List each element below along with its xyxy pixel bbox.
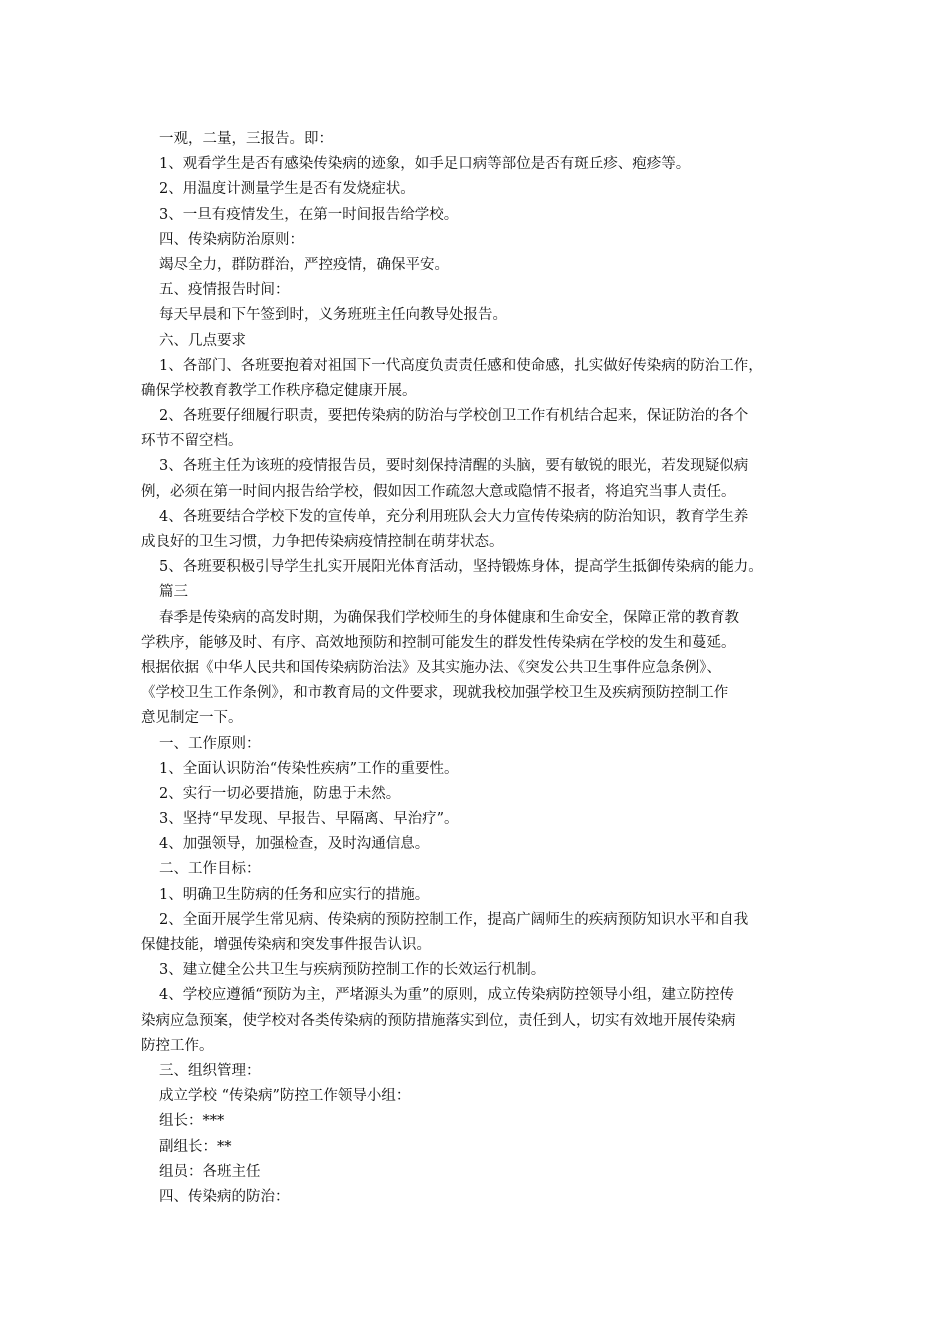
text-line: 确保学校教育教学工作秩序稳定健康开展。 bbox=[141, 382, 417, 399]
text-line: 意见制定一下。 bbox=[141, 710, 243, 727]
text-line: 4、学校应遵循“预防为主，严堵源头为重”的原则，成立传染病防控领导小组，建立防控传 bbox=[159, 987, 735, 1004]
text-line: 5、各班要积极引导学生扎实开展阳光体育活动，坚持锻炼身体，提高学生抵御传染病的能力。 bbox=[159, 559, 763, 576]
section-heading: 三、组织管理： bbox=[159, 1062, 261, 1079]
text-line: 例，必须在第一时间内报告给学校，假如因工作疏忽大意或隐情不报者，将追究当事人责任。 bbox=[141, 483, 736, 500]
text-line: 根据依据《中华人民共和国传染病防治法》及其实施办法、《突发公共卫生事件应急条例》、 bbox=[141, 659, 721, 676]
section-heading: 六、几点要求 bbox=[159, 332, 246, 349]
text-line: 防控工作。 bbox=[141, 1037, 214, 1054]
text-line: 1、全面认识防治“传染性疾病”工作的重要性。 bbox=[159, 760, 459, 777]
section-heading: 五、疫情报告时间： bbox=[159, 282, 290, 299]
text-line: 2、各班要仔细履行职责，要把传染病的防治与学校创卫工作有机结合起来，保证防治的各个 bbox=[159, 408, 749, 425]
text-line: 保健技能，增强传染病和突发事件报告认识。 bbox=[141, 937, 431, 953]
text-line: 2、实行一切必要措施，防患于未然。 bbox=[159, 785, 401, 802]
text-line: 1、各部门、各班要抱着对祖国下一代高度负责责任感和使命感，扎实做好传染病的防治工作， bbox=[159, 357, 763, 374]
text-line: 4、加强领导，加强检查，及时沟通信息。 bbox=[159, 836, 430, 853]
text-line: 春季是传染病的高发时期，为确保我们学校师生的身体健康和生命安全，保障正常的教育教 bbox=[159, 609, 739, 626]
text-line: 3、建立健全公共卫生与疾病预防控制工作的长效运行机制。 bbox=[159, 962, 546, 979]
text-line: 成良好的卫生习惯，力争把传染病疫情控制在萌芽状态。 bbox=[141, 534, 504, 550]
text-line: 《学校卫生工作条例》，和市教育局的文件要求，现就我校加强学校卫生及疾病预防控制工作 bbox=[141, 685, 729, 702]
section-heading: 四、传染病防治原则： bbox=[159, 231, 304, 248]
text-line: 竭尽全力，群防群治，严控疫情，确保平安。 bbox=[159, 256, 449, 273]
text-line: 组员：各班主任 bbox=[159, 1163, 261, 1180]
text-line: 2、全面开展学生常见病、传染病的预防控制工作，提高广阔师生的疾病预防知识水平和自我 bbox=[159, 911, 749, 928]
text-line: 3、各班主任为该班的疫情报告员，要时刻保持清醒的头脑，要有敏锐的眼光，若发现疑似病 bbox=[159, 458, 749, 475]
text-line: 组长：*** bbox=[159, 1113, 225, 1130]
text-line: 副组长：** bbox=[159, 1138, 232, 1155]
text-line: 1、明确卫生防病的任务和应实行的措施。 bbox=[159, 886, 430, 903]
text-line: 一观，二量，三报告。即： bbox=[159, 131, 333, 147]
text-line: 2、用温度计测量学生是否有发烧症状。 bbox=[159, 181, 415, 198]
text-line: 成立学校 “传染病”防控工作领导小组： bbox=[159, 1088, 411, 1105]
text-line: 4、各班要结合学校下发的宣传单，充分利用班队会大力宣传传染病的防治知识，教育学生养 bbox=[159, 508, 749, 525]
text-line: 3、一旦有疫情发生，在第一时间报告给学校。 bbox=[159, 206, 459, 223]
text-line: 3、坚持“早发现、早报告、早隔离、早治疗”。 bbox=[159, 811, 459, 828]
section-heading: 篇三 bbox=[159, 584, 188, 601]
text-line: 每天早晨和下午签到时，义务班班主任向教导处报告。 bbox=[159, 307, 507, 324]
text-line: 染病应急预案，使学校对各类传染病的预防措施落实到位，责任到人，切实有效地开展传染病 bbox=[141, 1012, 736, 1029]
text-line: 学秩序，能够及时、有序、高效地预防和控制可能发生的群发性传染病在学校的发生和蔓延。 bbox=[141, 634, 736, 651]
section-heading: 二、工作目标： bbox=[159, 861, 261, 878]
section-heading: 四、传染病的防治： bbox=[159, 1188, 290, 1205]
text-line: 1、观看学生是否有感染传染病的迹象，如手足口病等部位是否有斑丘疹、疱疹等。 bbox=[159, 156, 691, 173]
document-page bbox=[141, 127, 831, 1210]
text-line: 环节不留空档。 bbox=[141, 433, 243, 450]
section-heading: 一、工作原则： bbox=[159, 735, 261, 752]
